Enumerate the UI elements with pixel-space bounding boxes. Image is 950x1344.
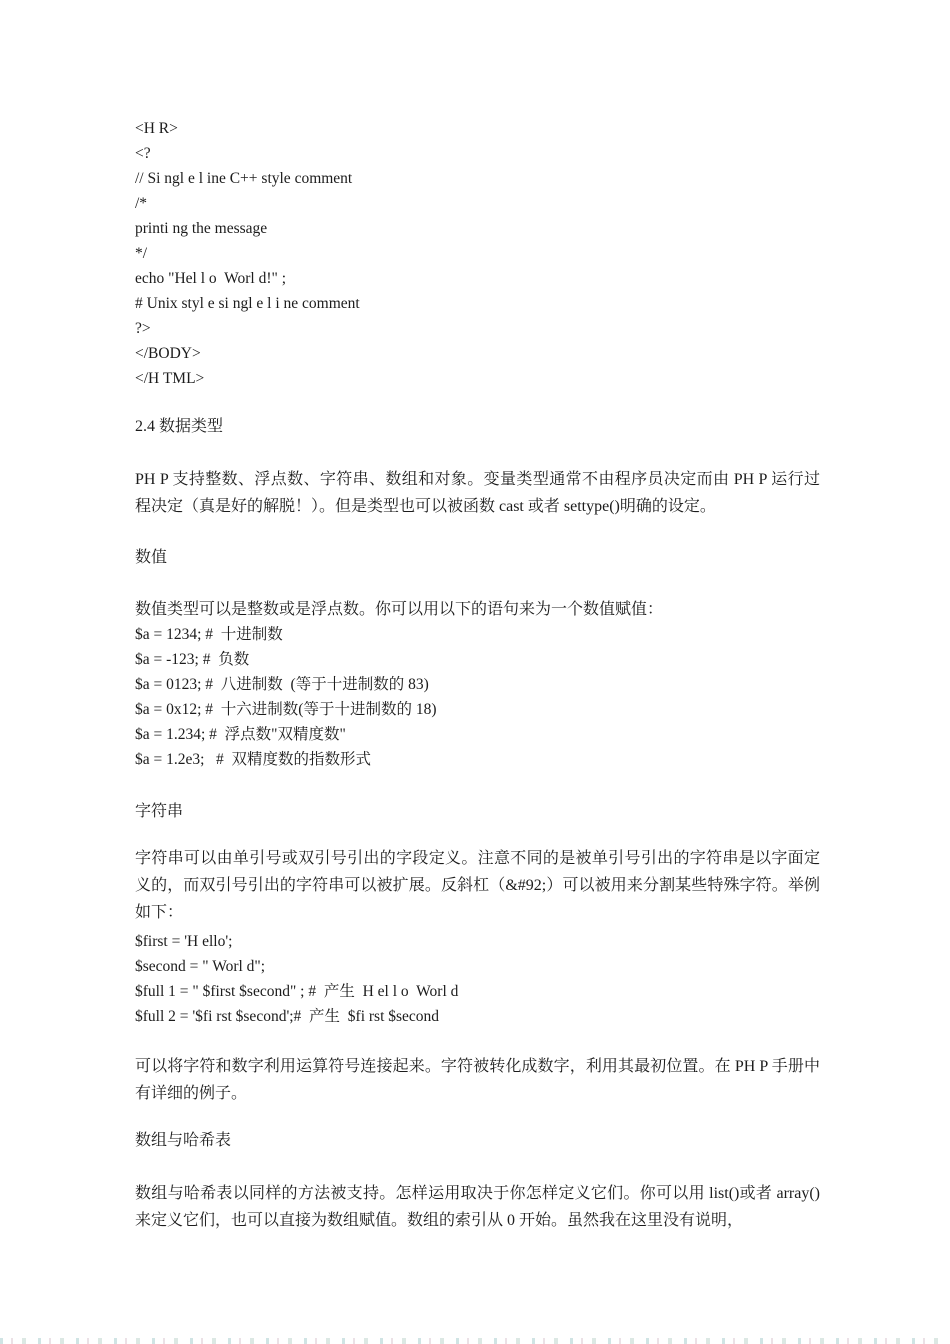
html-php-code-block: [135, 116, 820, 391]
code-line: $a = -123; # 负数: [135, 651, 250, 668]
code-line: $a = 0123; # 八进制数 (等于十进制数的 83): [135, 676, 429, 693]
code-line: printi ng the message: [135, 220, 268, 237]
code-line: $a = 1.2e3; # 双精度数的指数形式: [135, 751, 372, 768]
code-line: <?: [135, 145, 151, 162]
array-hash-intro-paragraph: 数组与哈希表以同样的方法被支持。怎样运用取决于你怎样定义它们。你可以用 list()或者 array()来定义它们，也可以直接为数组赋值。数组的索引从 0 开始。虽然我在这里没有说明，: [135, 1185, 820, 1229]
code-line: ?>: [135, 320, 151, 337]
code-line: $a = 1.234; # 浮点数"双精度数": [135, 726, 346, 743]
section-heading-2-4: 2.4 数据类型: [135, 418, 224, 435]
datatypes-intro-paragraph: PH P 支持整数、浮点数、字符串、数组和对象。变量类型通常不由程序员决定而由 PH P 运行过程决定（真是好的解脱！）。但是类型也可以被函数 cast 或者 settype()明确的设定。: [135, 471, 820, 515]
code-line: $full 2 = '$fi rst $second';# 产生 $fi rst $second: [135, 1008, 440, 1025]
array-hash-subheading: 数组与哈希表: [135, 1132, 232, 1149]
code-line: $a = 1234; # 十进制数: [135, 626, 283, 643]
code-line: <H R>: [135, 120, 178, 137]
string-intro-paragraph: 字符串可以由单引号或双引号引出的字段定义。注意不同的是被单引号引出的字符串是以字面定义的，而双引号引出的字符串可以被扩展。反斜杠（&#92;）可以被用来分割某些特殊字符。举例如下：: [135, 850, 820, 921]
code-line: </H TML>: [135, 370, 205, 387]
numeric-code-block: [135, 622, 820, 772]
code-line: $a = 0x12; # 十六进制数(等于十进制数的 18): [135, 701, 437, 718]
code-line: </BODY>: [135, 345, 201, 362]
code-line: $first = 'H ello';: [135, 933, 233, 950]
code-line: /*: [135, 195, 148, 212]
numeric-intro-line: 数值类型可以是整数或是浮点数。你可以用以下的语句来为一个数值赋值：: [135, 601, 664, 618]
code-line: $full 1 = " $first $second" ; # 产生 H el l o Worl d: [135, 983, 459, 1000]
string-subheading: 字符串: [135, 803, 184, 820]
code-line: # Unix styl e si ngl e l i ne comment: [135, 295, 360, 312]
code-line: $second = " Worl d";: [135, 958, 266, 975]
string-note-paragraph: 可以将字符和数字利用运算符号连接起来。字符被转化成数字，利用其最初位置。在 PH P 手册中有详细的例子。: [135, 1058, 820, 1102]
string-code-block: [135, 929, 820, 1029]
clipped-next-line: [0, 1338, 950, 1344]
document-content: [135, 116, 820, 1234]
numeric-subheading: 数值: [135, 549, 168, 566]
code-line: */: [135, 245, 148, 262]
code-line: echo "Hel l o Worl d!" ;: [135, 270, 287, 287]
code-line: // Si ngl e l ine C++ style comment: [135, 170, 353, 187]
